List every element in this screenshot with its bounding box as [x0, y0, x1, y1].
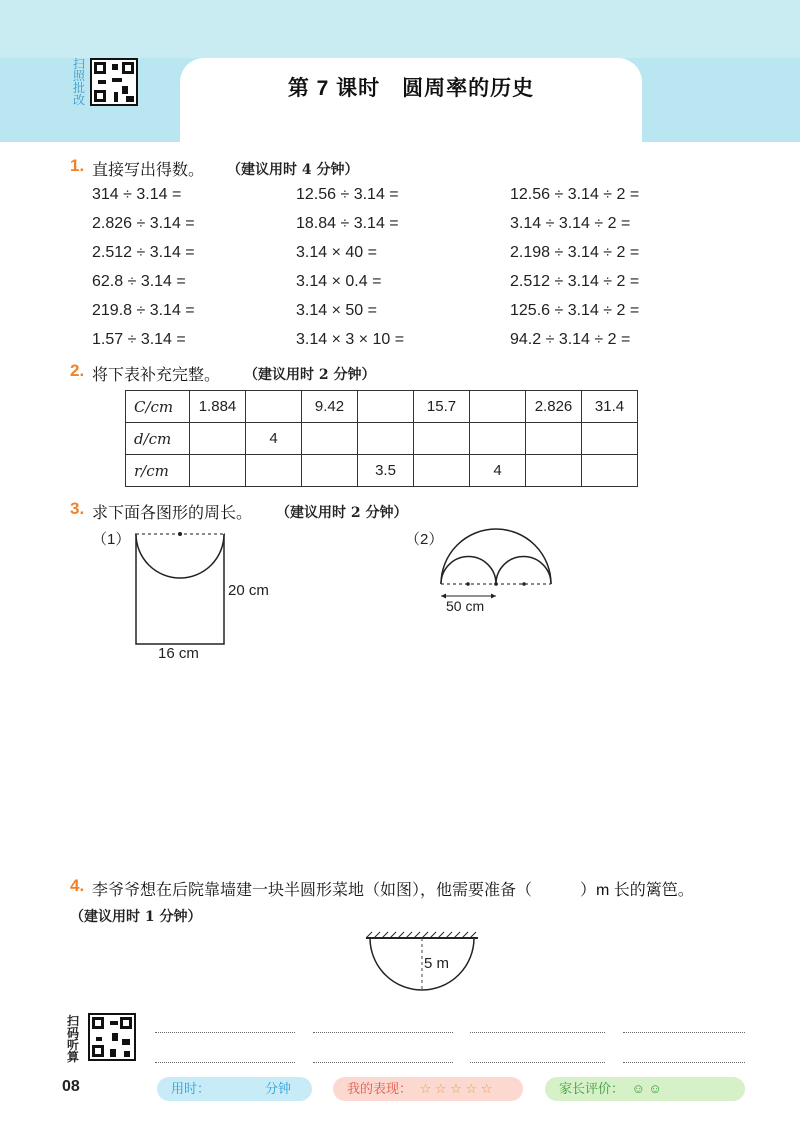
table-cell[interactable] — [470, 391, 526, 423]
qr-top-label: 扫照批改 — [72, 57, 85, 107]
time-used-pill[interactable] — [157, 1077, 312, 1101]
figure-2-width-label: 50 cm — [446, 598, 485, 614]
q3-hint: （建议用时 2 分钟） — [276, 505, 408, 521]
figure-1-label: （1） — [92, 531, 131, 548]
answer-line[interactable] — [313, 1062, 453, 1063]
table-cell[interactable] — [414, 423, 470, 455]
q1-item: 3.14 × 3 × 10 = — [296, 331, 405, 348]
table-cell[interactable]: 15.7 — [414, 391, 470, 423]
q1-item: 3.14 × 0.4 = — [296, 273, 382, 290]
table-cell[interactable]: 3.5 — [358, 455, 414, 487]
q4-number: 4. — [70, 876, 85, 895]
figure-1-height-label: 20 cm — [228, 582, 269, 599]
q1-item: 12.56 ÷ 3.14 ÷ 2 = — [510, 186, 640, 203]
star-rating-icon[interactable]: ☆ ☆ ☆ ☆ ☆ — [419, 1081, 493, 1096]
table-cell[interactable]: 9.42 — [302, 391, 358, 423]
table-row-header: r/cm — [126, 455, 190, 487]
q1-item: 3.14 × 40 = — [296, 244, 377, 261]
q3-prompt: 求下面各图形的周长。 — [92, 505, 253, 522]
q4-prompt: 李爷爷想在后院靠墙建一块半圆形菜地（如图），他需要准备（ ）m 长的篱笆。 — [92, 882, 694, 899]
figure-2-semicircles — [436, 526, 556, 606]
parent-evaluation-label: 家长评价： — [559, 1081, 625, 1096]
q2-number: 2. — [70, 361, 85, 380]
table-row — [126, 455, 638, 487]
q4-hint: （建议用时 1 分钟） — [70, 909, 202, 925]
table-cell[interactable] — [582, 423, 638, 455]
q1-item: 3.14 × 50 = — [296, 302, 377, 319]
q1-hint: （建议用时 4 分钟） — [227, 162, 359, 178]
table-cell[interactable]: 1.884 — [190, 391, 246, 423]
table-cell[interactable]: 2.826 — [526, 391, 582, 423]
page-title: 第 7 课时 圆周率的历史 — [287, 77, 535, 100]
table-cell[interactable] — [526, 423, 582, 455]
qr-bottom-label: 扫码听算 — [66, 1014, 79, 1064]
table-row-header: d/cm — [126, 423, 190, 455]
q1-item: 2.198 ÷ 3.14 ÷ 2 = — [510, 244, 640, 261]
answer-line[interactable] — [470, 1062, 605, 1063]
smiley-icon[interactable]: ☺ ☺ — [631, 1081, 662, 1096]
answer-line[interactable] — [470, 1032, 605, 1033]
q1-item: 2.512 ÷ 3.14 ÷ 2 = — [510, 273, 640, 290]
parent-evaluation-pill[interactable] — [545, 1077, 745, 1101]
q1-item: 94.2 ÷ 3.14 ÷ 2 = — [510, 331, 631, 348]
table-row — [126, 423, 638, 455]
table-cell[interactable]: 4 — [246, 423, 302, 455]
table-cell[interactable] — [190, 423, 246, 455]
table-cell[interactable] — [358, 423, 414, 455]
table-cell[interactable] — [246, 391, 302, 423]
figure-1-rect-with-semicircle — [130, 530, 230, 648]
performance-pill[interactable] — [333, 1077, 523, 1101]
q1-item: 1.57 ÷ 3.14 = — [92, 331, 186, 348]
figure-1-width-label: 16 cm — [158, 645, 199, 662]
answer-line[interactable] — [313, 1032, 453, 1033]
table-cell[interactable]: 31.4 — [582, 391, 638, 423]
q2-hint: （建议用时 2 分钟） — [244, 367, 376, 383]
figure-4-semicircle-garden — [362, 930, 482, 994]
q1-item: 2.512 ÷ 3.14 = — [92, 244, 195, 261]
table-cell[interactable] — [246, 455, 302, 487]
qr-code-icon[interactable] — [90, 58, 138, 106]
q1-item: 219.8 ÷ 3.14 = — [92, 302, 195, 319]
q1-item: 3.14 ÷ 3.14 ÷ 2 = — [510, 215, 631, 232]
q1-item: 18.84 ÷ 3.14 = — [296, 215, 399, 232]
circle-table — [125, 390, 638, 487]
performance-label: 我的表现： — [347, 1081, 413, 1096]
table-cell[interactable] — [526, 455, 582, 487]
answer-line[interactable] — [155, 1032, 295, 1033]
q2-prompt: 将下表补充完整。 — [92, 367, 221, 384]
q1-prompt: 直接写出得数。 — [92, 162, 205, 179]
answer-line[interactable] — [623, 1032, 745, 1033]
figure-4-radius-label: 5 m — [424, 955, 450, 972]
table-cell[interactable] — [190, 455, 246, 487]
q1-item: 2.826 ÷ 3.14 = — [92, 215, 195, 232]
q1-item: 12.56 ÷ 3.14 = — [296, 186, 399, 203]
answer-line[interactable] — [623, 1062, 745, 1063]
answer-line[interactable] — [155, 1062, 295, 1063]
table-row-header: C/cm — [126, 391, 190, 423]
time-used-label: 用时： — [171, 1081, 211, 1096]
figure-2-label: （2） — [405, 531, 444, 548]
table-cell[interactable]: 4 — [470, 455, 526, 487]
time-used-unit: 分钟 — [265, 1081, 292, 1096]
table-row — [126, 391, 638, 423]
table-cell[interactable] — [302, 423, 358, 455]
q1-item: 125.6 ÷ 3.14 ÷ 2 = — [510, 302, 640, 319]
table-cell[interactable] — [582, 455, 638, 487]
table-cell[interactable] — [358, 391, 414, 423]
table-cell[interactable] — [470, 423, 526, 455]
q1-number: 1. — [70, 156, 85, 175]
q3-number: 3. — [70, 499, 85, 518]
table-cell[interactable] — [302, 455, 358, 487]
page-number: 08 — [62, 1078, 80, 1095]
table-cell[interactable] — [414, 455, 470, 487]
qr-code-icon[interactable] — [88, 1013, 136, 1061]
q1-item: 314 ÷ 3.14 = — [92, 186, 182, 203]
q1-item: 62.8 ÷ 3.14 = — [92, 273, 186, 290]
